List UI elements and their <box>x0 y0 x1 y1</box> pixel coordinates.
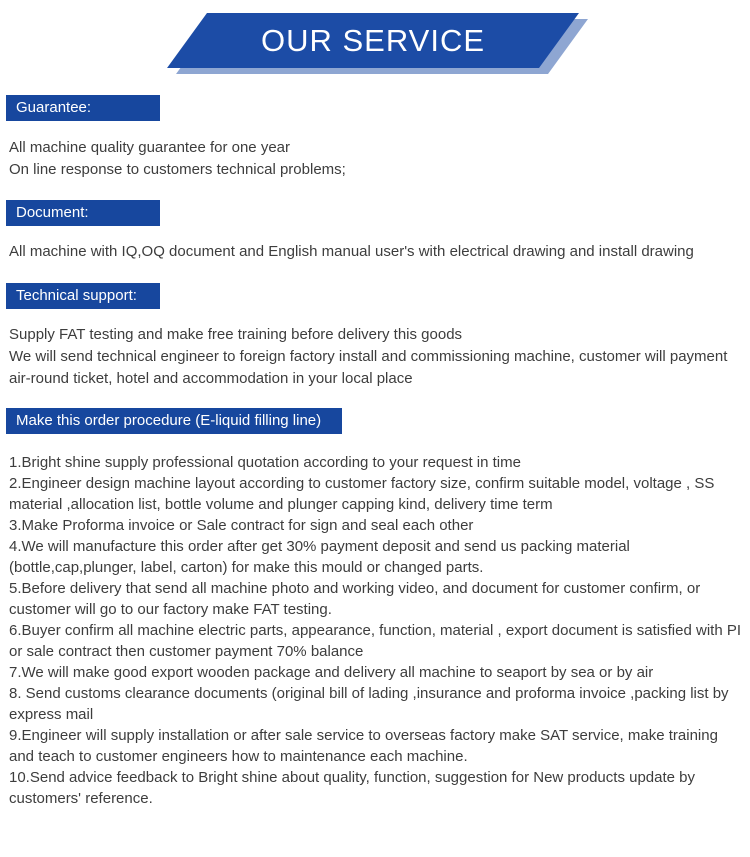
banner-title: OUR SERVICE <box>260 22 486 58</box>
body-line: All machine with IQ,OQ document and English manual user's with electrical drawing and install drawing <box>9 243 694 260</box>
list-item: 3.Make Proforma invoice or Sale contract for sign and seal each other <box>9 517 474 534</box>
list-item: 6.Buyer confirm all machine electric parts, appearance, function, material , export document is satisfied with PI or sale contract then customer payment 70% balance <box>9 622 742 660</box>
body-line: All machine quality guarantee for one year <box>9 139 291 156</box>
list-item: 1.Bright shine supply professional quotation according to your request in time <box>9 454 521 471</box>
list-item: 10.Send advice feedback to Bright shine about quality, function, suggestion for New products update by customers' reference. <box>9 769 695 807</box>
section-heading-order-procedure: Make this order procedure (E-liquid filling line) <box>6 408 342 434</box>
list-item: 4.We will manufacture this order after get 30% payment deposit and send us packing material (bottle,cap,plunger, label, carton) for make this mould or changed parts. <box>9 538 630 576</box>
order-procedure-steps <box>9 452 743 809</box>
list-item: 9.Engineer will supply installation or after sale service to overseas factory make SAT service, make training and teach to customer engineers how to maintenance each machine. <box>9 727 718 765</box>
body-line: On line response to customers technical problems; <box>9 161 346 178</box>
list-item: 8. Send customs clearance documents (original bill of lading ,insurance and proforma invoice ,packing list by express mail <box>9 685 729 723</box>
body-line: We will send technical engineer to foreign factory install and commissioning machine, customer will payment air-round ticket, hotel and accommodation in your local place <box>9 348 728 387</box>
list-item: 7.We will make good export wooden package and delivery all machine to seaport by sea or by air <box>9 664 654 681</box>
section-heading-document: Document: <box>6 200 160 226</box>
guarantee-text-block <box>9 137 743 181</box>
body-line: Supply FAT testing and make free training before delivery this goods <box>9 326 463 343</box>
technical-support-text-block <box>9 324 743 390</box>
document-text-block <box>9 241 743 263</box>
section-heading-technical-support: Technical support: <box>6 283 160 309</box>
list-item: 5.Before delivery that send all machine photo and working video, and document for customer confirm, or customer will go to our factory make FAT testing. <box>9 580 701 618</box>
section-heading-guarantee: Guarantee: <box>6 95 160 121</box>
list-item: 2.Engineer design machine layout according to customer factory size, confirm suitable model, voltage , SS material ,allocation list, bottle volume and plunger capping kind, delivery time term <box>9 475 715 513</box>
